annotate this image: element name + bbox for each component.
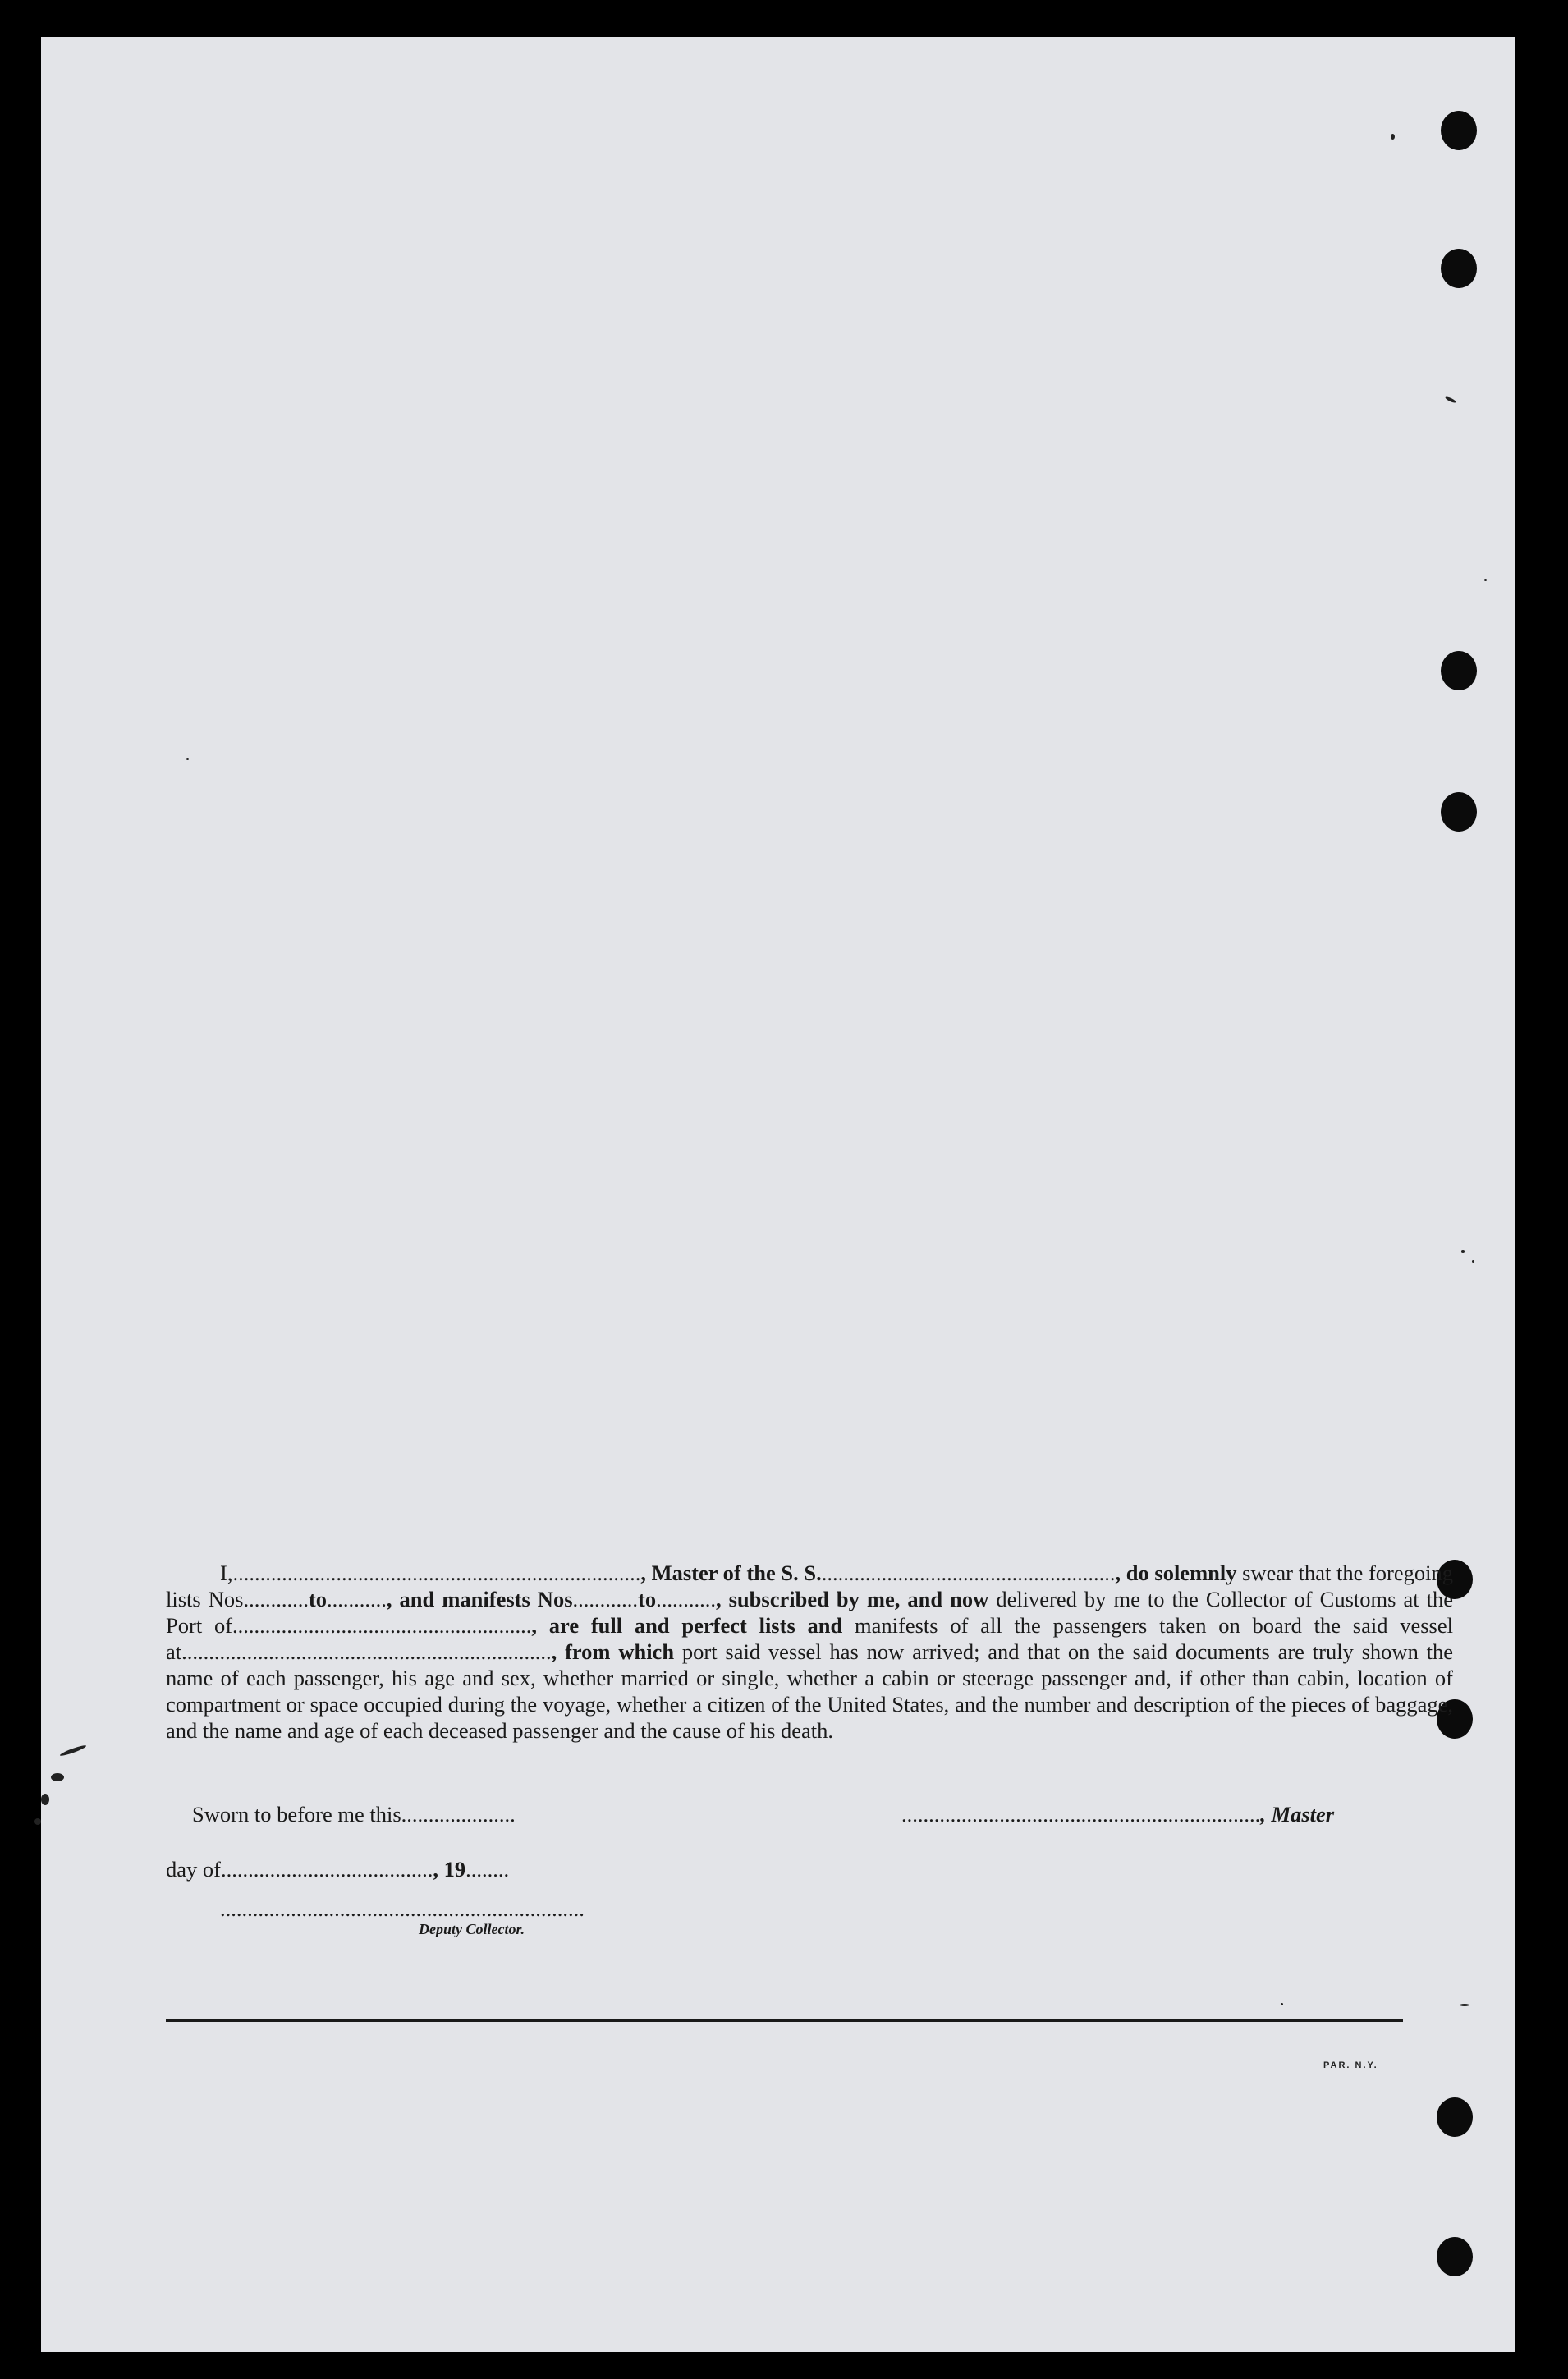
punch-hole-4 <box>1441 792 1477 832</box>
scan-speck <box>186 758 189 760</box>
deputy-collector-label: Deputy Collector. <box>419 1921 525 1937</box>
printer-mark: PAR. N.Y. <box>1323 2060 1378 2070</box>
day-of-label: day of <box>166 1857 221 1882</box>
sworn-label: Sworn to before me this <box>192 1802 401 1827</box>
master-label: , Master <box>1260 1802 1335 1827</box>
master-signature-blank: .................................................................. <box>901 1802 1261 1827</box>
margin-mark <box>34 1818 41 1825</box>
punch-hole-8 <box>1437 2237 1473 2276</box>
scan-speck <box>1461 1250 1465 1253</box>
margin-mark <box>41 1794 49 1805</box>
day-of-line <box>166 1857 509 1882</box>
sworn-blank: ..................... <box>401 1802 516 1827</box>
master-signature-line <box>901 1802 1334 1827</box>
margin-mark <box>51 1773 64 1781</box>
scan-speck <box>1472 1260 1474 1263</box>
oath-paragraph: I,..........................................................................., Master of the S. S......................................................., do solemnly swear that the foregoing lists Nos............to..........., and manifests Nos............to..........., subscribed by me, and now delivered by me to the Collector of Customs at the Port of......................................................., are full and perfect lists and manifests of all the passengers taken on board the said vessel at...................................................................., from which port said vessel has now arrived; and that on the said documents are truly shown the name of each passenger, his age and sex, whether married or single, whether a cabin or steerage passenger and, if other than cabin, location of compartment or space occupied during the voyage, whether a citizen of the United States, and the number and description of the pieces of baggage, and the name and age of each deceased passenger and the cause of his death. <box>166 1561 1454 1743</box>
scan-speck <box>1484 579 1487 581</box>
punch-hole-7 <box>1437 2097 1473 2137</box>
sworn-line <box>192 1802 516 1827</box>
scan-speck <box>1460 2004 1469 2006</box>
scan-speck <box>1391 134 1395 140</box>
scan-speck <box>1445 396 1456 404</box>
year-blank: ........ <box>465 1857 510 1882</box>
punch-hole-2 <box>1441 249 1477 288</box>
year-label: , 19 <box>433 1857 466 1882</box>
punch-hole-3 <box>1441 651 1477 690</box>
scan-speck <box>1281 2003 1283 2005</box>
day-blank: ....................................... <box>220 1857 433 1882</box>
deputy-signature-blank: ................................................................... <box>220 1896 585 1921</box>
manifest-page <box>41 37 1515 2352</box>
punch-hole-1 <box>1441 111 1477 150</box>
footer-rule <box>166 2019 1403 2022</box>
